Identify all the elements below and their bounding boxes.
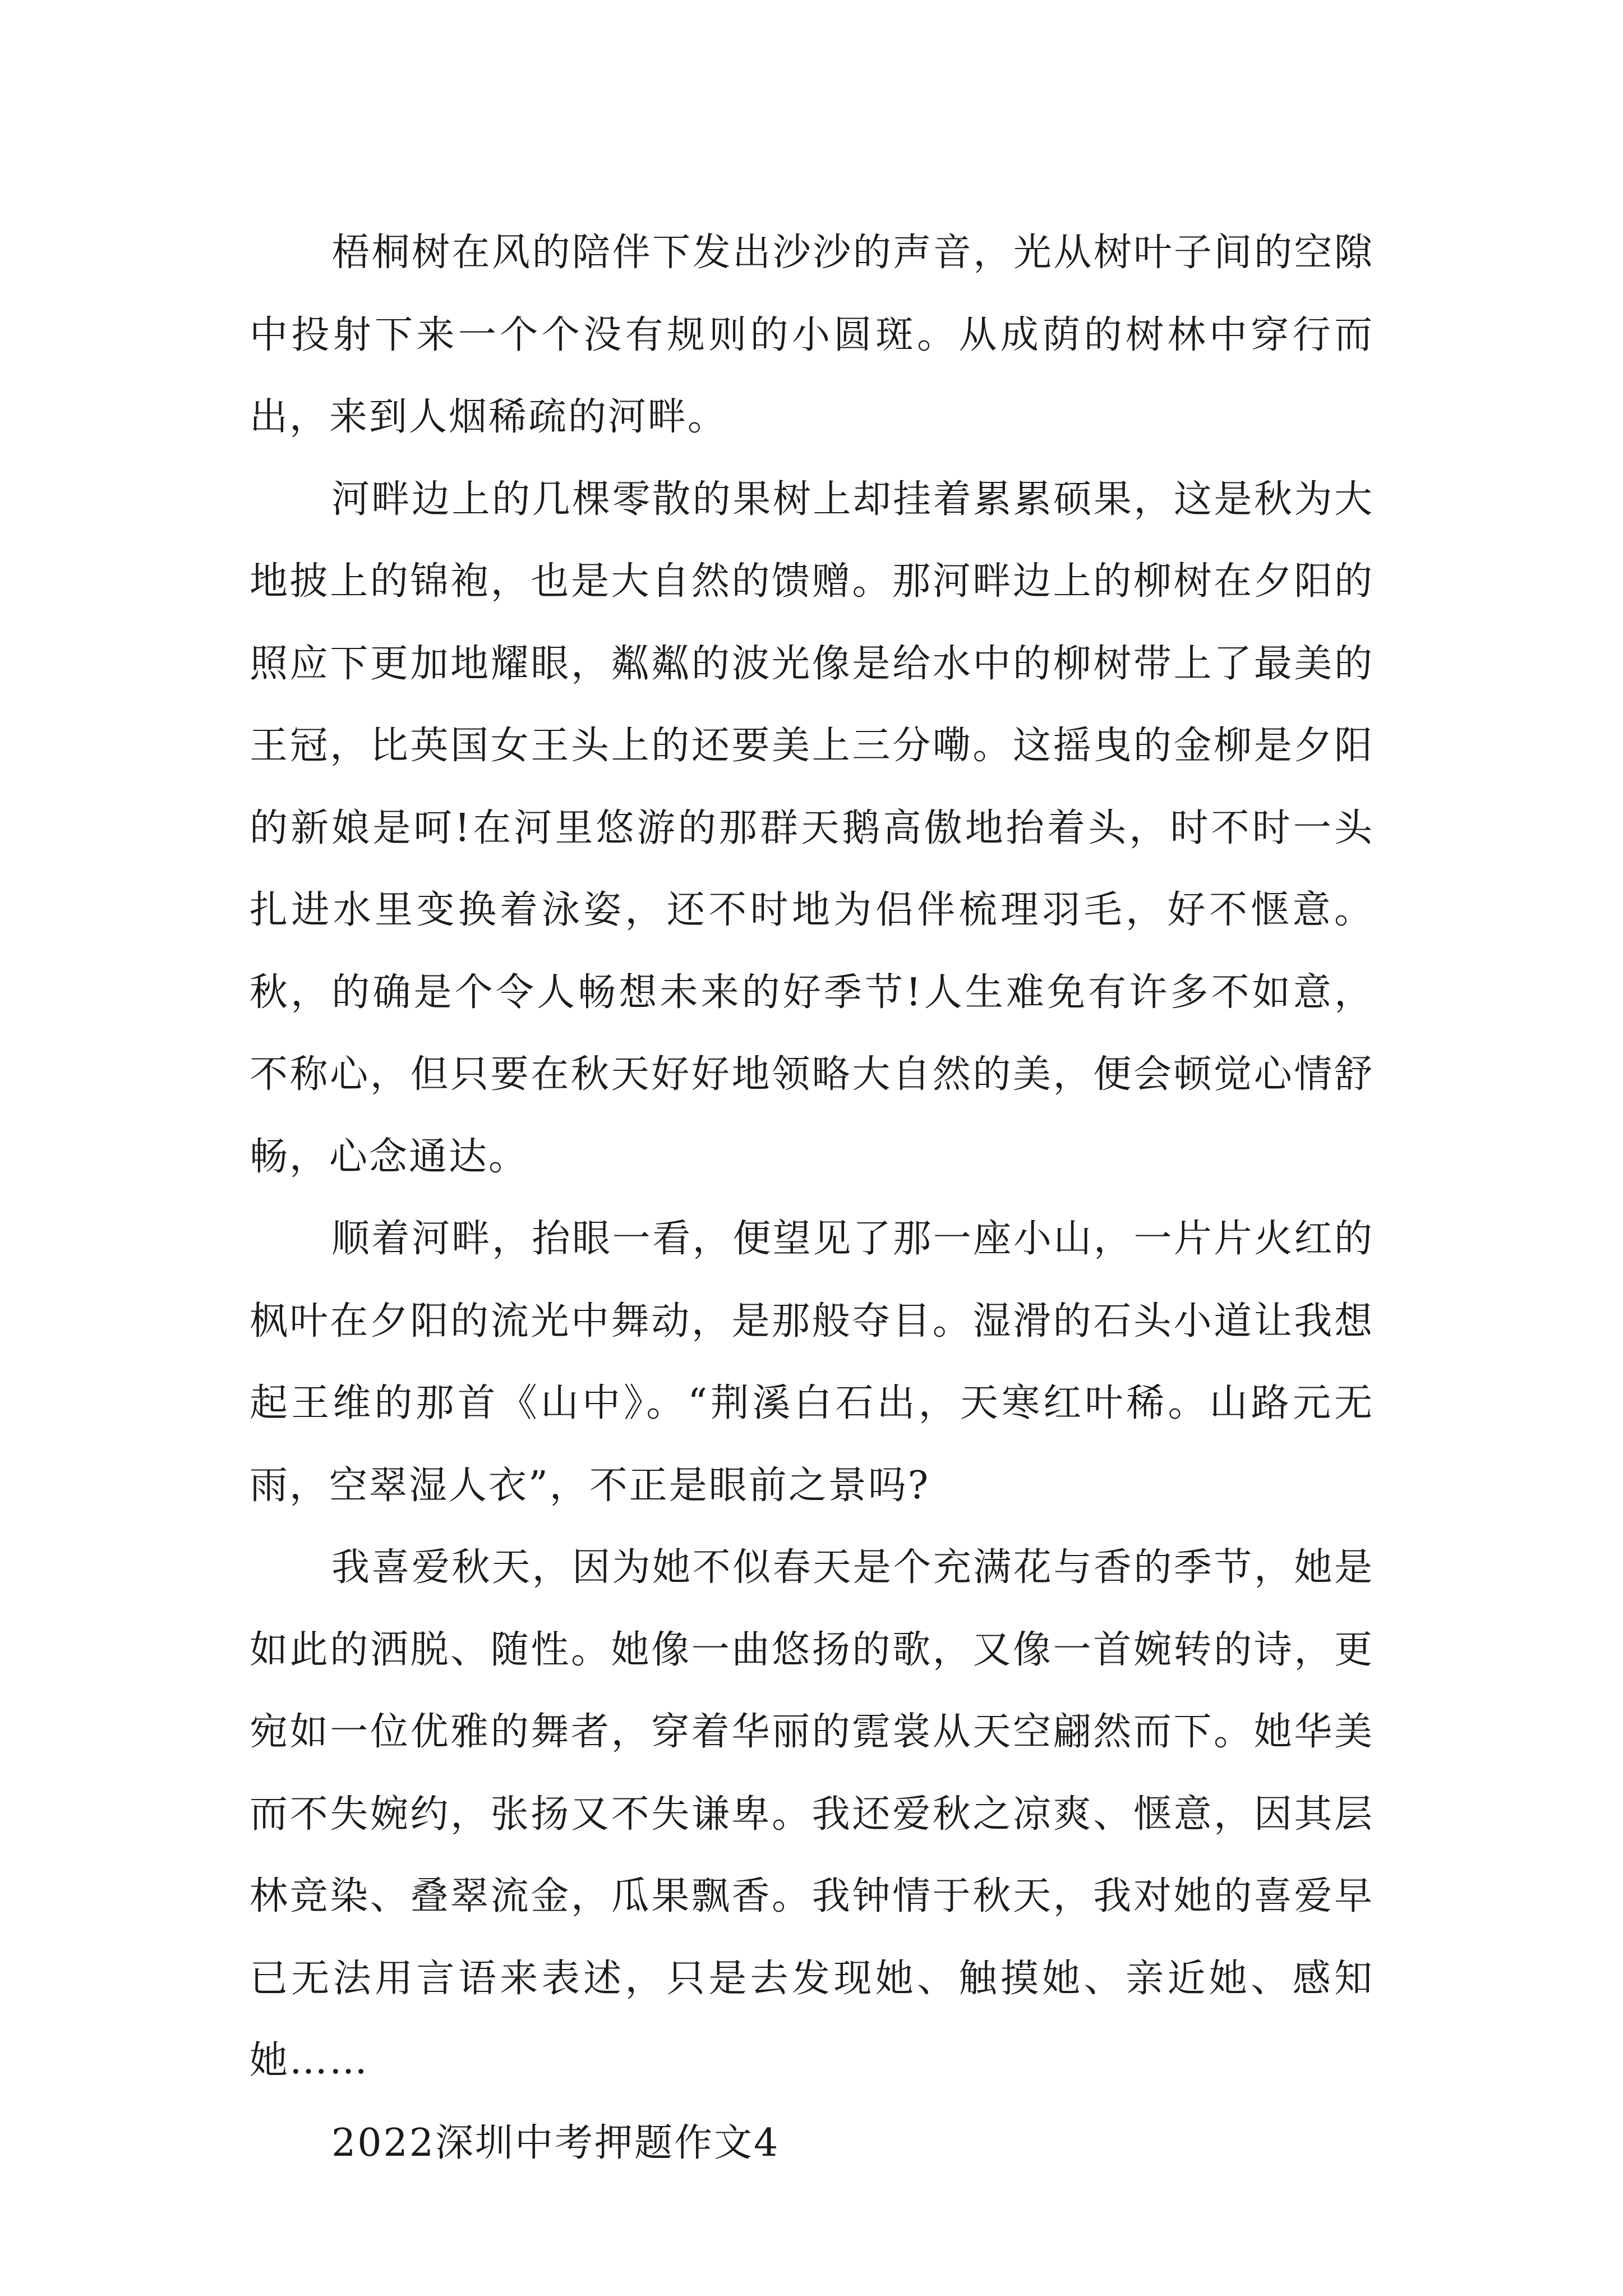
paragraph-4: 我喜爱秋天，因为她不似春天是个充满花与香的季节，她是如此的洒脱、随性。她像一曲悠扬的歌，又像一首婉转的诗，更宛如一位优雅的舞者，穿着华丽的霓裳从天空翩然而下。她华美而不失婉约，张扬又不失谦卑。我还爱秋之凉爽、惬意，因其层林竞染、叠翠流金，瓜果飘香。我钟情于秋天，我对她的喜爱早已无法用言语来表述，只是去发现她、触摸她、亲近她、感知她…… xyxy=(250,1545,1374,2083)
essay-body xyxy=(250,212,1374,2184)
next-essay-heading: 2022深圳中考押题作文4 xyxy=(331,2120,780,2165)
paragraph-1: 梧桐树在风的陪伴下发出沙沙的声音，光从树叶子间的空隙中投射下来一个个没有规则的小圆斑。从成荫的树林中穿行而出，来到人烟稀疏的河畔。 xyxy=(250,231,1374,439)
paragraph-3: 顺着河畔，抬眼一看，便望见了那一座小山，一片片火红的枫叶在夕阳的流光中舞动，是那般夺目。湿滑的石头小道让我想起王维的那首《山中》。“荆溪白石出，天寒红叶稀。山路元无雨，空翠湿人衣”，不正是眼前之景吗? xyxy=(250,1217,1374,1508)
paragraph-2: 河畔边上的几棵零散的果树上却挂着累累硕果，这是秋为大地披上的锦袍，也是大自然的馈赠。那河畔边上的柳树在夕阳的照应下更加地耀眼，粼粼的波光像是给水中的柳树带上了最美的王冠，比英国女王头上的还要美上三分嘞。这摇曳的金柳是夕阳的新娘是呵!在河里悠游的那群天鹅高傲地抬着头，时不时一头扎进水里变换着泳姿，还不时地为侣伴梳理羽毛，好不惬意。秋，的确是个令人畅想未来的好季节!人生难免有许多不如意，不称心，但只要在秋天好好地领略大自然的美，便会顿觉心情舒畅，心念通达。 xyxy=(250,477,1374,1179)
